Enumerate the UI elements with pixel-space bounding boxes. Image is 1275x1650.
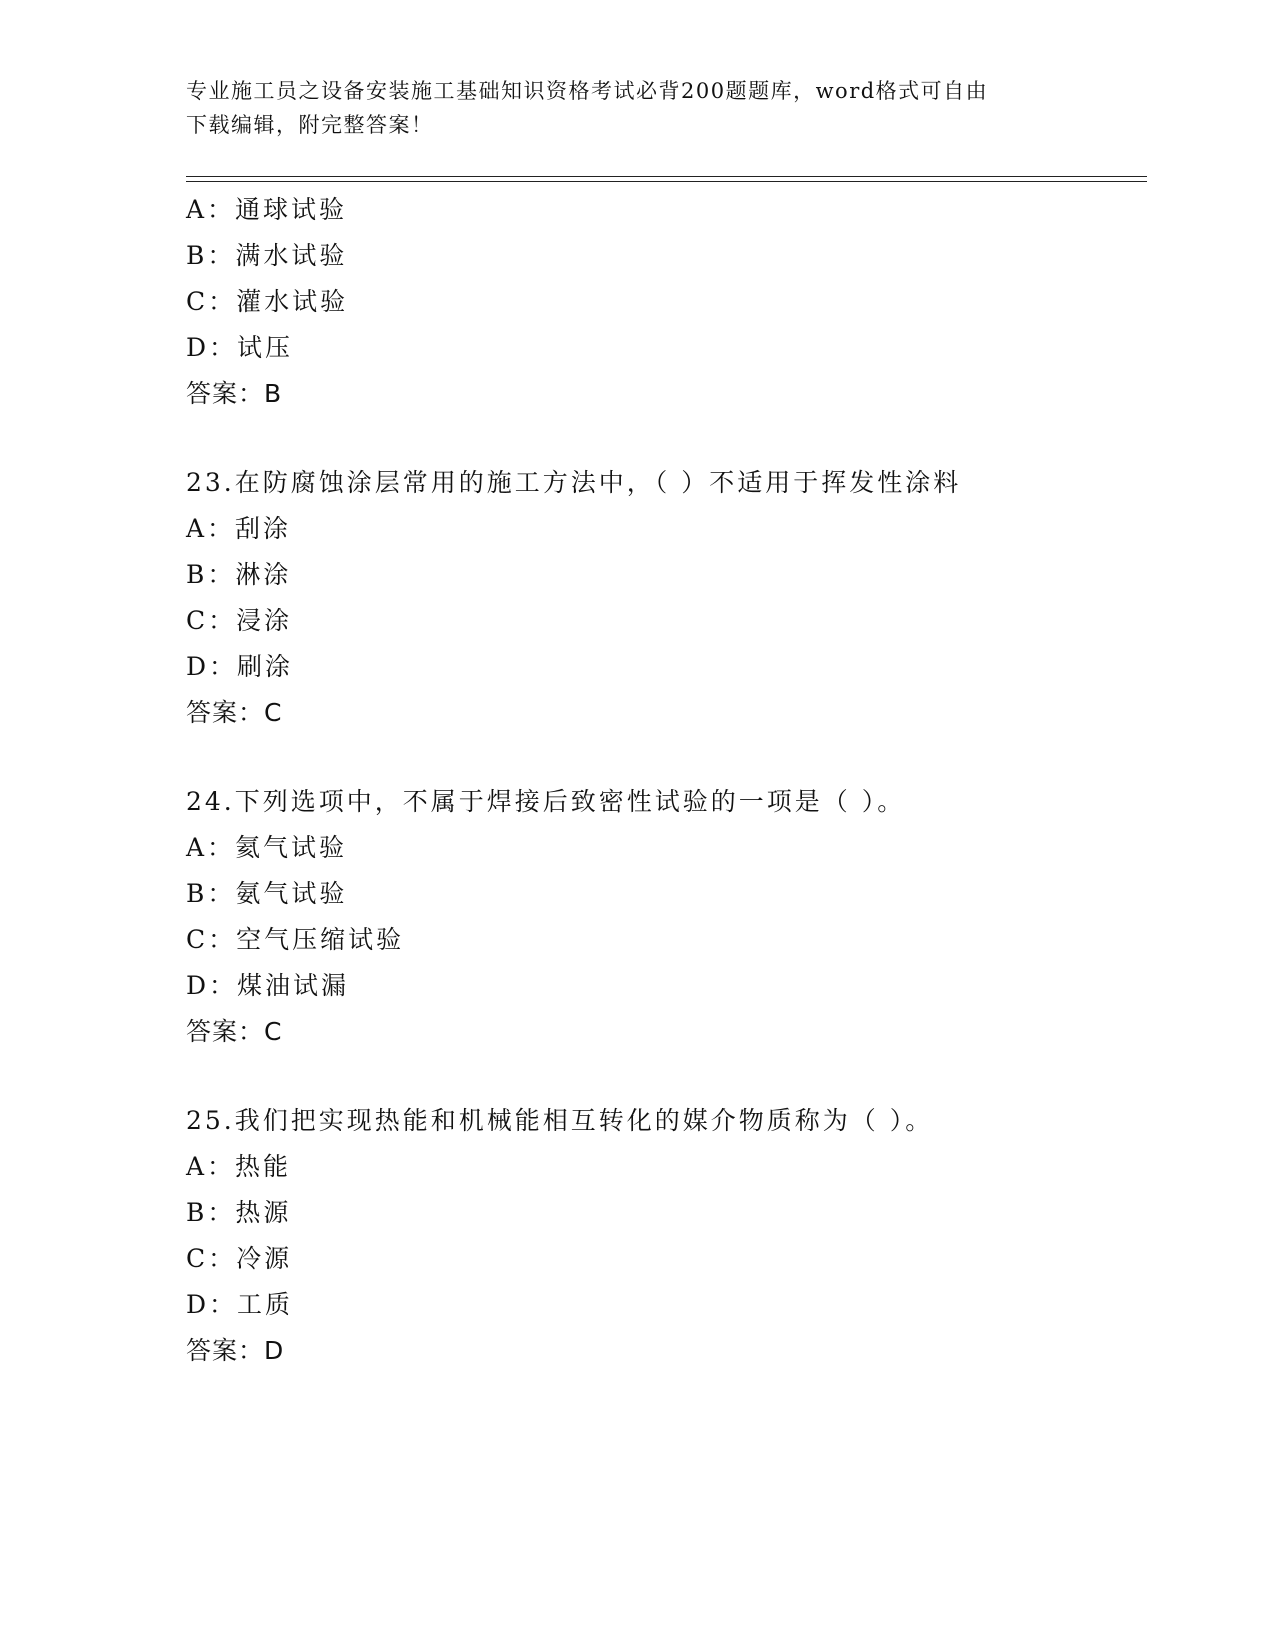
question-text: 23.在防腐蚀涂层常用的施工方法中，（ ）不适用于挥发性涂料 [186,468,962,497]
question-25 [186,1098,1146,1374]
option-a: A：氦气试验 [186,833,348,862]
header-line-2: 下载编辑，附完整答案！ [186,113,434,137]
question-24 [186,779,1146,1055]
option-d: D：试压 [186,333,294,362]
option-a: A：通球试验 [186,195,348,224]
question-22-partial [186,187,1146,417]
option-b: B：满水试验 [186,241,348,270]
option-a: A：热能 [186,1152,292,1181]
answer: 答案：C [186,698,283,727]
option-b: B：氨气试验 [186,879,348,908]
option-b: B：淋涂 [186,560,292,589]
header-divider-top [186,176,1147,177]
option-a: A：刮涂 [186,514,292,543]
header-line-1: 专业施工员之设备安装施工基础知识资格考试必背200题题库，word格式可自由 [186,79,989,103]
option-c: C：冷源 [186,1244,293,1273]
answer: 答案：B [186,379,283,408]
header-divider-bottom [186,181,1147,182]
answer: 答案：D [186,1336,285,1365]
question-23 [186,460,1146,736]
option-d: D：工质 [186,1290,294,1319]
document-header [186,74,1066,142]
answer: 答案：C [186,1017,283,1046]
option-d: D：煤油试漏 [186,971,350,1000]
option-c: C：浸涂 [186,606,293,635]
question-list [186,187,1146,1374]
question-text: 25.我们把实现热能和机械能相互转化的媒介物质称为（ ）。 [186,1106,934,1135]
option-c: C：灌水试验 [186,287,349,316]
question-text: 24.下列选项中，不属于焊接后致密性试验的一项是（ ）。 [186,787,906,816]
option-b: B：热源 [186,1198,292,1227]
option-d: D：刷涂 [186,652,294,681]
option-c: C：空气压缩试验 [186,925,405,954]
